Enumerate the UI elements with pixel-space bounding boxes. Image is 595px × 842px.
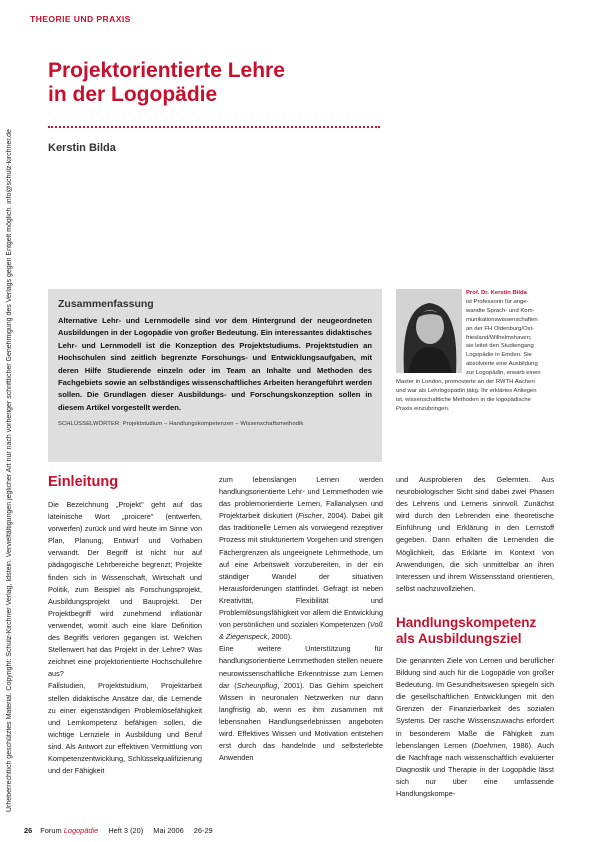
- bio-line: zur Logopädin, erwarb einen: [466, 370, 541, 377]
- bio-line: sie leitet den Studiengang: [466, 343, 534, 350]
- page-number: 26: [24, 826, 33, 835]
- paragraph: Die genannten Ziele von Lernen und beruflicher Bildung sind auch für die Logopädie von großer Bedeutung. Im Gesundheitswesen spiegeln sich die gesellschaftlichen Entwicklungen mit den Grenzen der Finanzierbarkeit des sozialen Systems. Der rasche Wissenszuwachs erfordert in besonderem Maße die Fähigkeit zum lebenslangen Lernen (Doehmen, 1986). Auch die Nachfrage nach wissenschaftlich evaluierter Diagnostik und Therapie in der Logopädie lässt sich nur über eine umfassende Handlungskompe-: [396, 655, 554, 798]
- bio-name: Prof. Dr. Kerstin Bilda: [466, 290, 527, 296]
- author-name: Kerstin Bilda: [48, 142, 116, 154]
- issue-date: Mai 2006: [153, 826, 184, 835]
- issue: Heft 3 (20): [108, 826, 144, 835]
- section-label: THEORIE UND PRAXIS: [30, 14, 131, 24]
- bio-line: wandte Sprach- und Kom-: [466, 307, 535, 314]
- bio-line: an der FH Oldenburg/Ost-: [466, 325, 535, 332]
- title-line-2: in der Logopädie: [48, 83, 218, 106]
- bio-line: friesland/Wilhelmshaven;: [466, 334, 532, 341]
- bio-line: munikationswissenschaften: [466, 316, 538, 323]
- bio-line: ist Professorin für ange-: [466, 298, 529, 305]
- citation: Scheunpflug: [236, 680, 278, 690]
- heading-handlungskompetenz: Handlungskompetenz als Ausbildungsziel: [396, 614, 537, 646]
- column-1: [48, 474, 202, 777]
- column-2: [219, 474, 383, 764]
- summary-heading: Zusammenfassung: [58, 298, 154, 310]
- page-range: 26-29: [193, 826, 213, 835]
- page-footer: [24, 826, 213, 835]
- citation: Doehmen: [473, 740, 506, 750]
- author-bio: [396, 289, 548, 414]
- bio-line: ist, wissenschaftliche Methoden in die logopädische: [396, 396, 531, 403]
- article-title: [48, 59, 468, 107]
- paragraph: Die Bezeichnung „Projekt" geht auf das lateinische Wort „proicere" (entwerfen, vorwerfen) zurück und wird heute im Sinne von Plan, Planung, Entwurf und Vorhaben verwandt. Der Begriff ist nicht nur auf pädagogische Lehrbereiche begrenzt; Projekte finden sich in Wissenschaft, Wirtschaft und Politik, zum Beispiel als Forschungsprojekt, Ausbildungsprojekt und Bauprojekt. Der Projektbegriff wird zunehmend inflationär verwendet, womit auch eine klare Definition des Begriffs verloren gegangen ist. Welchen Stellenwert hat das Projekt in der Lehre? Was zeichnet eine projektorientierte Hochschullehre aus?: [48, 500, 202, 679]
- journal-name: Logopädie: [63, 826, 99, 835]
- bio-line: Logopädie in Emden. Sie: [466, 352, 532, 359]
- copyright-note: Urheberrechtlich geschütztes Material. Copyright: Schulz-Kirchner Verlag, Idstein. Vervielfältigungen jeglicher Art nur nach vorheriger schriftlicher Genehmigung des Verlags gegen Entgelt möglich. info@schulz-kirchner.de: [6, 129, 13, 812]
- summary-text: Alternative Lehr- und Lernmodelle sind vor dem Hintergrund der neugeordneten Ausbildungen in der Logopädie von großer Bedeutung. Ein interessantes didaktisches Lehr- und Lernmodell ist die Konzeption des Projektstudiums. Projektstudien an Hochschulen sind zeitlich begrenzte Forschungs- und Entwicklungsaufgaben, mit deren Hilfe Studierende einzeln oder im Team an Inhalte und Methoden des Fachgebiets sowie an selbständiges wissenschaftliches Arbeiten herangeführt werden sollen. Die Grundlagen dieser Ausbildungs- und Forschungskonzeption sollen in diesem Artikel vorgestellt werden.: [58, 316, 372, 412]
- citation: Voß & Ziegenspeck: [219, 620, 383, 642]
- bio-line: und war als Lehrlogopädin tätig. Ihr erklärtes Anliegen: [396, 387, 537, 394]
- keywords: SCHLÜSSELWÖRTER: Projektstudium – Handlungskompetenzen – Wissenschaftsmethodik: [58, 421, 304, 428]
- bio-line: Master in London, promovierte an der RWTH Aachen: [396, 379, 535, 386]
- heading-einleitung: Einleitung: [48, 474, 119, 490]
- journal-prefix: Forum: [40, 826, 62, 835]
- citation: Fischer: [298, 511, 323, 521]
- paragraph: zum lebenslangen Lernen werden handlungsorientierte Lehr- und Lernmethoden wie das problemorientierte Lernen, Fallanalysen und Projektarbeit diskutiert (Fischer, 2004). Dabei gilt das traditionelle Lernen als vorwiegend rezeptiver Prozess mit strukturiertem Vorgehen und strengen Fächergrenzen als ungeeignete Lehrmethode, um auf eine Arbeitswelt vorzubereiten, in der ein ständiger Wandel der situativen Herausforderungen stattfindet. Gefragt ist neben Kreativität, Flexibilität und Problemlösungsfähigkeit vor allem die Entwicklung von persönlichen und sozialen Kompetenzen (Voß & Ziegenspeck, 2000).: [219, 475, 383, 642]
- column-3: [396, 474, 554, 800]
- summary-box: [48, 289, 382, 462]
- dotted-divider: [48, 126, 380, 128]
- bio-line: Praxis einzubringen.: [396, 405, 450, 412]
- bio-line: absolvierte eine Ausbildung: [466, 361, 538, 368]
- title-line-1: Projektorientierte Lehre: [48, 59, 285, 82]
- paragraph: Eine weitere Unterstützung für handlungsorientierte Lernmethoden stellen neuere neurowissenschaftliche Erkenntnisse zum Lernen dar (Scheunpflug, 2001). Das Gehirn speichert Wissen in neuronalen Netzwerken nur dann langfristig ab, wenn es ihm zusammen mit lebensnahen Handlungserlebnissen angeboten wird. Effektives Wissen und Motivation entstehen erst durch das handelnde und selbsterlebte Anwenden: [219, 644, 383, 763]
- paragraph: Fallstudien, Projektstudium, Projektarbeit stellen didaktische Ansätze dar, die Lernende zu einer eigenständigen Problemlösefähigkeit und Lernkompetenz befähigen sollen, die wichtige Lernziele in Ausbildung und Beruf sind. Als Antwort zur effektiven Vermittlung von Kompetenzentwicklung, Schlüsselqualifizierung und der Fähigkeit: [48, 681, 202, 776]
- paragraph: und Ausprobieren des Gelernten. Aus neurobiologischer Sicht sind dabei zwei Phasen des Lehrens und Lernens sinnvoll. Zunächst wird durch den Lehrenden eine theoretische Einführung und Erklärung in den Lernstoff gegeben. Dann erhalten die Lernenden die Möglichkeit, das Erklärte im Kontext von Anwendungen, die sich unmittelbar an ihren Interessen und ihrem Wissensstand orientieren, selbst nachzuvollziehen.: [396, 475, 554, 593]
